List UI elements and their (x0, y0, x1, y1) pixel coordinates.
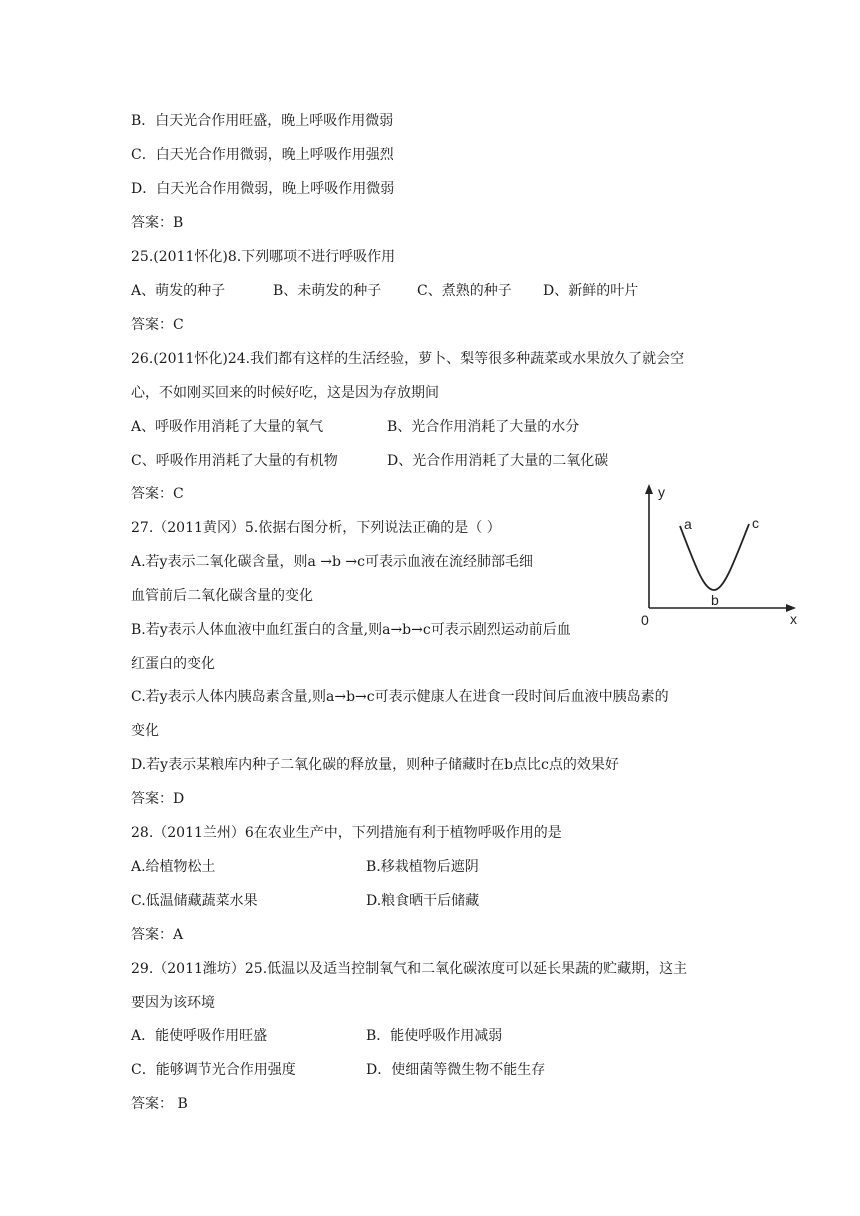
q24-answer: 答案：B (131, 215, 184, 231)
q29-stem-line1: 29.（2011潍坊）25.低温以及适当控制氧气和二氧化碳浓度可以延长果蔬的贮藏期，这主 (131, 961, 688, 977)
q28-answer: 答案：A (131, 927, 184, 943)
q27-stem: 27.（2011黄冈）5.依据右图分析，下列说法正确的是（ ） (131, 520, 501, 536)
q26-stem-line2: 心，不如刚买回来的时候好吃，这是因为存放期间 (131, 385, 439, 401)
q27-option-b-line1: B.若y表示人体血液中血红蛋白的含量,则a→b→c可表示剧烈运动前后血 (131, 622, 571, 638)
origin-label: 0 (641, 612, 649, 628)
q29-answer: 答案： B (131, 1096, 188, 1112)
q25-option-d: D、新鲜的叶片 (543, 283, 639, 299)
q26-answer: 答案：C (131, 486, 184, 502)
q27-option-a-line1: A.若y表示二氧化碳含量，则a →b →c可表示血液在流经肺部毛细 (131, 554, 533, 570)
point-b-label: b (711, 592, 719, 608)
q26-option-a: A、呼吸作用消耗了大量的氧气 (131, 419, 324, 435)
curve-abc (680, 524, 749, 590)
q24-option-b: B．白天光合作用旺盛，晚上呼吸作用微弱 (131, 113, 394, 129)
q25-option-a: A、萌发的种子 (131, 283, 226, 299)
q28-option-c: C.低温储藏蔬菜水果 (131, 893, 258, 909)
q28-option-a: A.给植物松土 (131, 859, 216, 875)
q28-option-b: B.移栽植物后遮阴 (366, 859, 479, 875)
y-axis-label: y (658, 484, 665, 500)
q29-option-d: D．使细菌等微生物不能生存 (366, 1062, 546, 1078)
point-a-label: a (684, 516, 692, 532)
q29-stem-line2: 要因为该环境 (131, 995, 215, 1011)
q29-option-c: C．能够调节光合作用强度 (131, 1062, 296, 1078)
q27-option-c-line2: 变化 (131, 723, 159, 739)
y-axis-arrow-icon (645, 484, 653, 494)
q26-stem-line1: 26.(2011怀化)24.我们都有这样的生活经验，萝卜、梨等很多种蔬菜或水果放久了就会空 (131, 351, 685, 367)
q29-option-a: A．能使呼吸作用旺盛 (131, 1028, 268, 1044)
x-axis-label: x (790, 611, 797, 627)
q27-graph-figure (638, 478, 808, 638)
q26-option-b: B、光合作用消耗了大量的水分 (387, 419, 580, 435)
q26-option-c: C、呼吸作用消耗了大量的有机物 (131, 453, 338, 469)
q28-option-d: D.粮食晒干后储藏 (366, 893, 480, 909)
q25-option-b: B、未萌发的种子 (273, 283, 382, 299)
q27-option-c-line1: C.若y表示人体内胰岛素含量,则a→b→c可表示健康人在进食一段时间后血液中胰岛素的 (131, 689, 669, 705)
q29-option-b: B．能使呼吸作用减弱 (366, 1028, 503, 1044)
q27-option-a-line2: 血管前后二氧化碳含量的变化 (131, 588, 313, 604)
q25-option-c: C、煮熟的种子 (417, 283, 512, 299)
point-c-label: c (752, 515, 759, 531)
q27-option-d: D.若y表示某粮库内种子二氧化碳的释放量，则种子储藏时在b点比c点的效果好 (131, 757, 619, 773)
q27-answer: 答案：D (131, 791, 185, 807)
q25-stem: 25.(2011怀化)8.下列哪项不进行呼吸作用 (131, 249, 396, 265)
q24-option-c: C．白天光合作用微弱，晚上呼吸作用强烈 (131, 147, 394, 163)
q25-answer: 答案：C (131, 317, 184, 333)
q27-option-b-line2: 红蛋白的变化 (131, 656, 215, 672)
q26-option-d: D、光合作用消耗了大量的二氧化碳 (387, 453, 609, 469)
q28-stem: 28.（2011兰州）6在农业生产中，下列措施有利于植物呼吸作用的是 (131, 825, 562, 841)
q24-option-d: D．白天光合作用微弱，晚上呼吸作用微弱 (131, 181, 395, 197)
